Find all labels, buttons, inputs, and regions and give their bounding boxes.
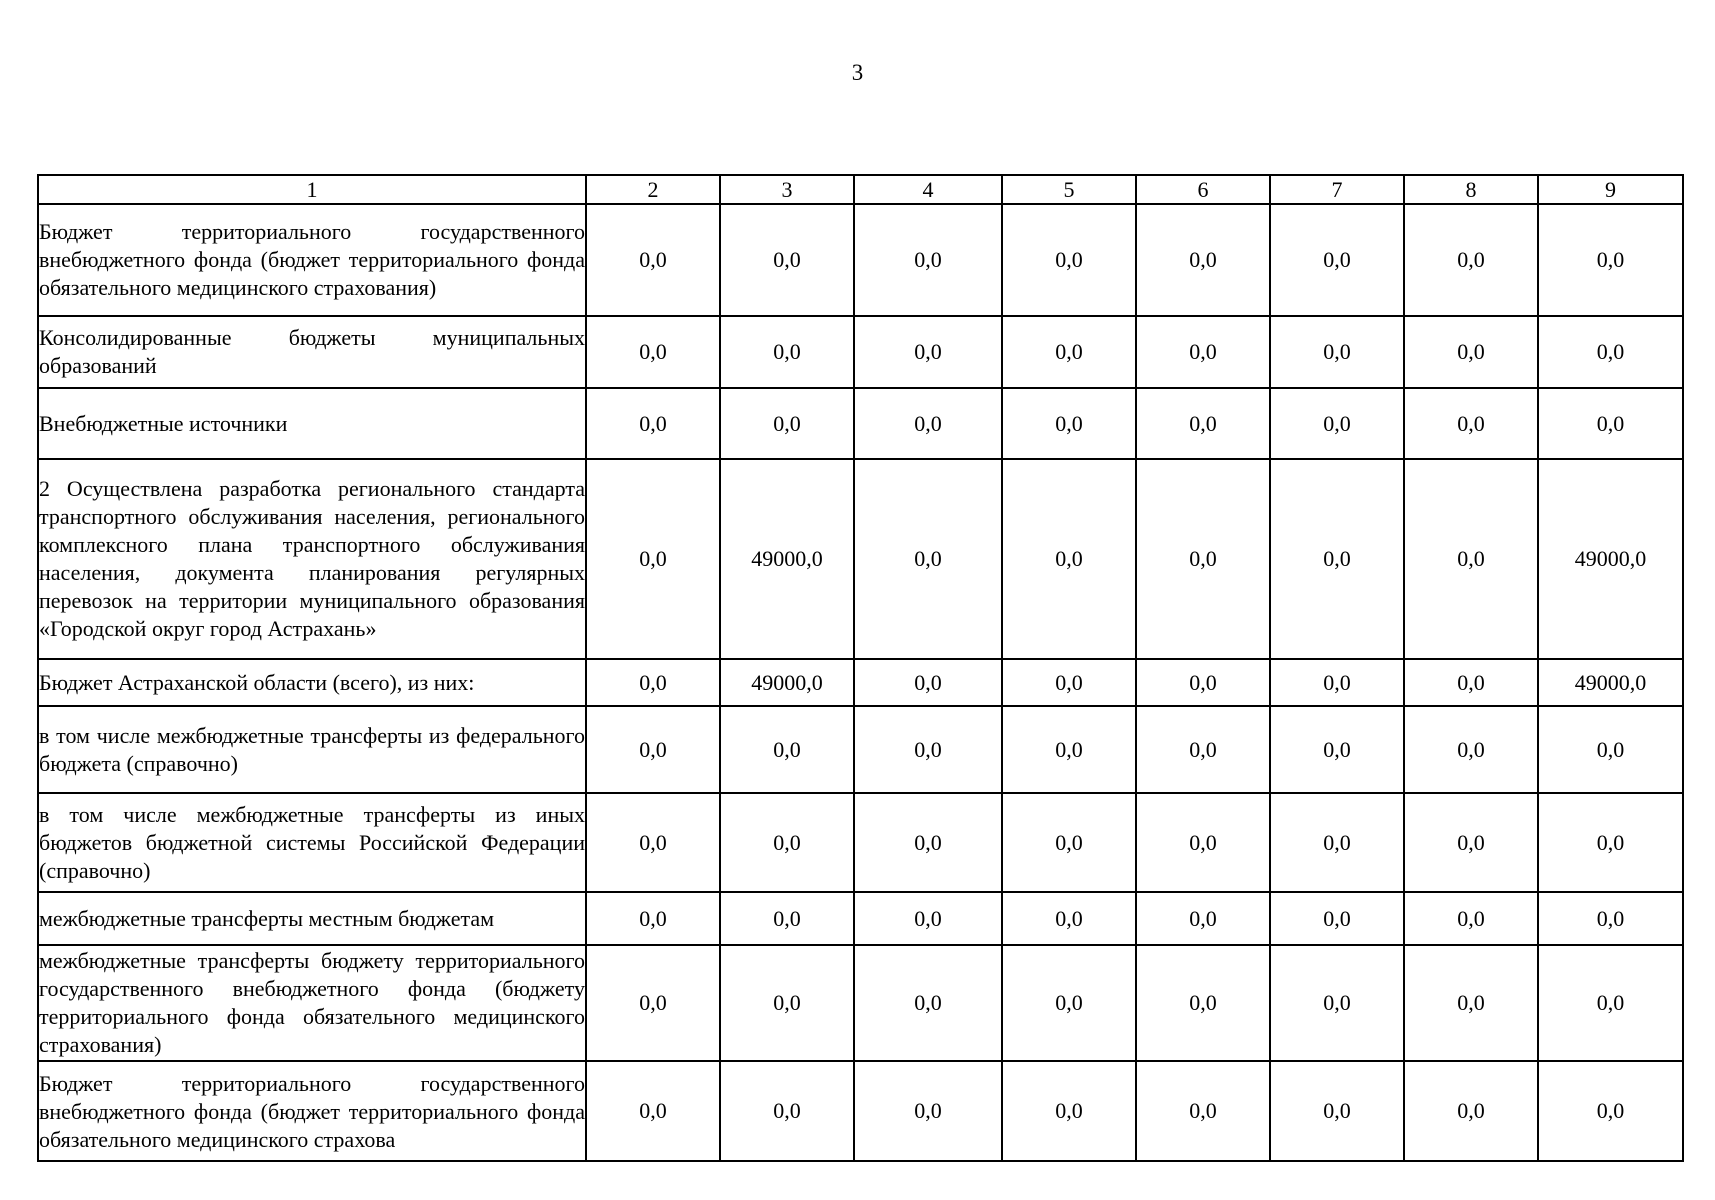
cell-value: 0,0 [1002, 892, 1136, 945]
cell-value: 0,0 [1538, 388, 1683, 459]
cell-value: 0,0 [1270, 459, 1404, 659]
row-description: Консолидированные бюджеты муниципальных образований [38, 316, 586, 388]
cell-value: 0,0 [586, 892, 720, 945]
cell-value: 0,0 [1002, 706, 1136, 793]
cell-value: 0,0 [1404, 945, 1538, 1061]
cell-value: 0,0 [1404, 316, 1538, 388]
cell-value: 0,0 [1270, 659, 1404, 706]
cell-value: 0,0 [720, 388, 854, 459]
cell-value: 0,0 [720, 1061, 854, 1161]
row-description: межбюджетные трансферты местным бюджетам [38, 892, 586, 945]
cell-value: 0,0 [854, 1061, 1002, 1161]
cell-value: 0,0 [1538, 793, 1683, 892]
cell-value: 49000,0 [720, 659, 854, 706]
row-description: 2 Осуществлена разработка регионального стандарта транспортного обслуживания населения, регионального комплексного плана транспортного обслуживания населения, документа планирования регулярных перевозок на территории муниципального образования «Городской округ город Астрахань» [38, 459, 586, 659]
cell-value: 0,0 [1404, 388, 1538, 459]
cell-value: 49000,0 [1538, 659, 1683, 706]
cell-value: 0,0 [1538, 945, 1683, 1061]
cell-value: 0,0 [1538, 204, 1683, 316]
cell-value: 0,0 [854, 316, 1002, 388]
cell-value: 0,0 [586, 1061, 720, 1161]
table-row [38, 204, 1683, 316]
cell-value: 0,0 [1538, 892, 1683, 945]
cell-value: 0,0 [854, 459, 1002, 659]
cell-value: 0,0 [1002, 659, 1136, 706]
column-header-5: 5 [1002, 175, 1136, 204]
column-header-8: 8 [1404, 175, 1538, 204]
cell-value: 0,0 [720, 793, 854, 892]
cell-value: 0,0 [1538, 316, 1683, 388]
cell-value: 0,0 [854, 388, 1002, 459]
cell-value: 0,0 [586, 793, 720, 892]
cell-value: 0,0 [1136, 459, 1270, 659]
table-row [38, 459, 1683, 659]
cell-value: 0,0 [1404, 204, 1538, 316]
row-description: Бюджет территориального государственного внебюджетного фонда (бюджет территориального фонда обязательного медицинского страхова [38, 1061, 586, 1161]
cell-value: 0,0 [1538, 706, 1683, 793]
cell-value: 0,0 [1270, 388, 1404, 459]
cell-value: 0,0 [1136, 659, 1270, 706]
table-row [38, 706, 1683, 793]
cell-value: 49000,0 [720, 459, 854, 659]
table-row [38, 659, 1683, 706]
table-row [38, 945, 1683, 1061]
cell-value: 0,0 [854, 945, 1002, 1061]
row-description: Бюджет территориального государственного внебюджетного фонда (бюджет территориального фонда обязательного медицинского страхования) [38, 204, 586, 316]
cell-value: 0,0 [1136, 793, 1270, 892]
cell-value: 0,0 [586, 659, 720, 706]
cell-value: 0,0 [1270, 1061, 1404, 1161]
cell-value: 0,0 [586, 204, 720, 316]
cell-value: 0,0 [1002, 316, 1136, 388]
cell-value: 0,0 [1136, 1061, 1270, 1161]
cell-value: 0,0 [1270, 892, 1404, 945]
cell-value: 0,0 [720, 945, 854, 1061]
column-header-1: 1 [38, 175, 586, 204]
column-header-9: 9 [1538, 175, 1683, 204]
cell-value: 0,0 [1136, 706, 1270, 793]
cell-value: 0,0 [854, 204, 1002, 316]
cell-value: 0,0 [1136, 204, 1270, 316]
cell-value: 0,0 [1270, 204, 1404, 316]
cell-value: 0,0 [1002, 1061, 1136, 1161]
cell-value: 49000,0 [1538, 459, 1683, 659]
header-row [38, 175, 1683, 204]
page-number: 3 [851, 60, 864, 85]
cell-value: 0,0 [1136, 945, 1270, 1061]
cell-value: 0,0 [1136, 892, 1270, 945]
cell-value: 0,0 [1404, 793, 1538, 892]
cell-value: 0,0 [1002, 793, 1136, 892]
cell-value: 0,0 [1002, 388, 1136, 459]
cell-value: 0,0 [586, 945, 720, 1061]
table-row [38, 316, 1683, 388]
cell-value: 0,0 [854, 659, 1002, 706]
cell-value: 0,0 [1002, 204, 1136, 316]
row-description: Бюджет Астраханской области (всего), из них: [38, 659, 586, 706]
cell-value: 0,0 [1270, 316, 1404, 388]
cell-value: 0,0 [586, 706, 720, 793]
cell-value: 0,0 [854, 706, 1002, 793]
cell-value: 0,0 [720, 706, 854, 793]
table-row [38, 892, 1683, 945]
column-header-6: 6 [1136, 175, 1270, 204]
cell-value: 0,0 [1404, 892, 1538, 945]
cell-value: 0,0 [1270, 945, 1404, 1061]
cell-value: 0,0 [586, 316, 720, 388]
cell-value: 0,0 [1270, 706, 1404, 793]
column-header-2: 2 [586, 175, 720, 204]
table-row [38, 793, 1683, 892]
column-header-4: 4 [854, 175, 1002, 204]
table-row [38, 1061, 1683, 1161]
row-description: в том числе межбюджетные трансферты из федерального бюджета (справочно) [38, 706, 586, 793]
cell-value: 0,0 [1404, 659, 1538, 706]
cell-value: 0,0 [1136, 316, 1270, 388]
budget-table [37, 174, 1684, 1162]
cell-value: 0,0 [720, 892, 854, 945]
cell-value: 0,0 [1538, 1061, 1683, 1161]
cell-value: 0,0 [1404, 1061, 1538, 1161]
row-description: межбюджетные трансферты бюджету территориального государственного внебюджетного фонда (бюджету территориального фонда обязательного медицинского страхования) [38, 945, 586, 1061]
cell-value: 0,0 [1002, 459, 1136, 659]
row-description: в том числе межбюджетные трансферты из иных бюджетов бюджетной системы Российской Федерации (справочно) [38, 793, 586, 892]
column-header-3: 3 [720, 175, 854, 204]
cell-value: 0,0 [720, 204, 854, 316]
cell-value: 0,0 [1136, 388, 1270, 459]
table-row [38, 388, 1683, 459]
cell-value: 0,0 [1404, 706, 1538, 793]
row-description: Внебюджетные источники [38, 388, 586, 459]
column-header-7: 7 [1270, 175, 1404, 204]
cell-value: 0,0 [720, 316, 854, 388]
cell-value: 0,0 [586, 388, 720, 459]
cell-value: 0,0 [1404, 459, 1538, 659]
cell-value: 0,0 [854, 793, 1002, 892]
cell-value: 0,0 [854, 892, 1002, 945]
cell-value: 0,0 [586, 459, 720, 659]
cell-value: 0,0 [1002, 945, 1136, 1061]
cell-value: 0,0 [1270, 793, 1404, 892]
